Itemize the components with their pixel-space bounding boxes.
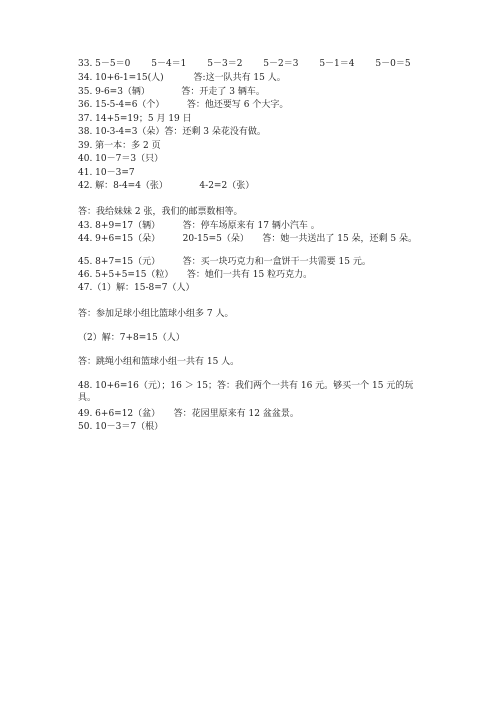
- answer-line-46: 46. 5+5+5=15（粒） 答：她们一共有 15 粒巧克力。: [78, 270, 313, 280]
- answer-line-33: 33. 5－5＝0 5－4＝1 5－3＝2 5－2＝3 5－1＝4 5－0＝5: [78, 59, 411, 69]
- answer-line-36: 36. 15-5-4=6（个） 答：他还要写 6 个大字。: [78, 100, 289, 110]
- answer-line-40: 40. 10－7＝3（只）: [78, 154, 164, 164]
- answer-line-41: 41. 10－3=7: [78, 168, 135, 178]
- answer-line-50: 50. 10－3＝7（根）: [78, 422, 164, 432]
- answer-line-49: 49. 6+6=12（盆） 答：花园里原来有 12 盆盆景。: [78, 409, 299, 419]
- answer-line-42-reply: 答：我给妹妹 2 张，我们的邮票数相等。: [78, 207, 243, 217]
- answer-line-39: 39. 第一本：多 2 页: [78, 141, 161, 151]
- answer-line-47-part-2: （2）解：7+8=15（人）: [78, 333, 185, 343]
- answer-line-44: 44. 9+6=15（朵） 20-15=5（朵） 答：她一共送出了 15 朵，还剩 5 朵。: [78, 234, 417, 244]
- answer-line-47-reply-1: 答：参加足球小组比篮球小组多 7 人。: [78, 309, 234, 319]
- answer-line-35: 35. 9-6=3（辆） 答：开走了 3 辆车。: [78, 87, 265, 97]
- answer-line-43: 43. 8+9=17（辆） 答：停车场原来有 17 辆小汽车 。: [78, 221, 320, 231]
- answer-line-48: 48. 10+6=16（元）；16 ＞ 15；答：我们两个一共有 16 元。够买一个 15 元的玩具。: [78, 381, 414, 403]
- answer-line-47: 47.（1）解：15-8=7（人）: [78, 283, 195, 293]
- answer-line-38: 38. 10-3-4=3（朵）答：还剩 3 朵花没有做。: [78, 127, 266, 137]
- answer-line-47-reply-2: 答：跳绳小组和篮球小组一共有 15 人。: [78, 357, 240, 367]
- answer-line-45: 45. 8+7=15（元） 答：买一块巧克力和一盒饼干一共需要 15 元。: [78, 257, 371, 267]
- answer-line-37: 37. 14+5=19；5 月 19 日: [78, 114, 192, 124]
- answer-line-42: 42. 解：8-4=4（张） 4-2=2（张）: [78, 181, 255, 191]
- answer-line-34: 34. 10+6-1=15(人) 答:这一队共有 15 人。: [78, 73, 286, 83]
